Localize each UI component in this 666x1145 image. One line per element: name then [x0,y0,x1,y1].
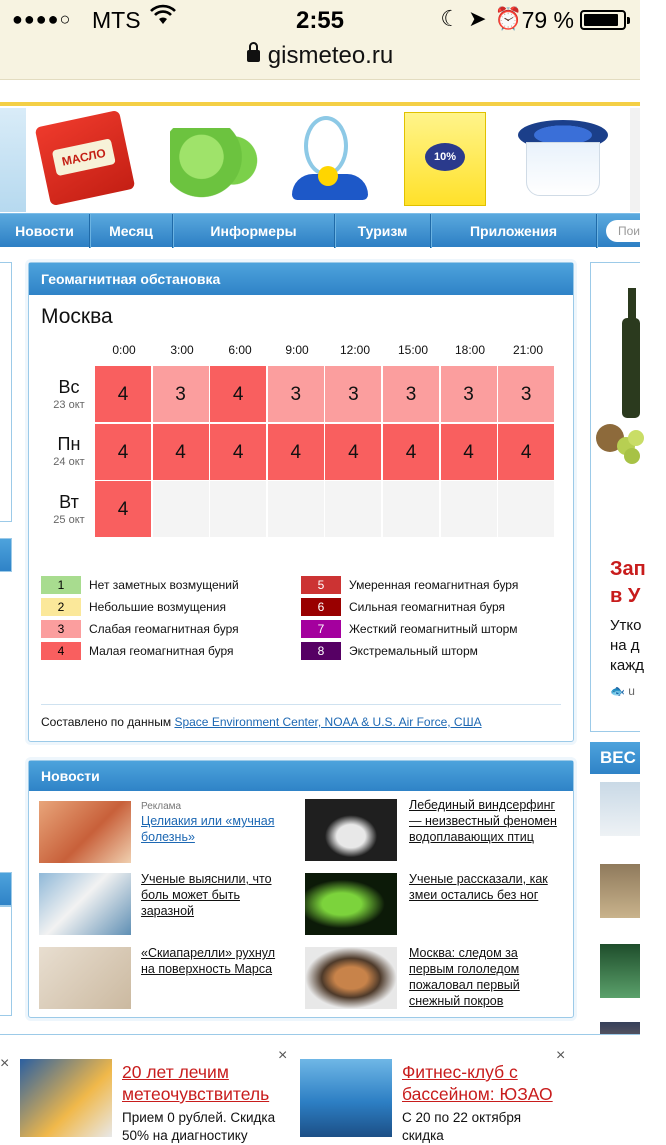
hour-label: 9:00 [285,343,309,357]
right-ad-source[interactable]: 🐟 u [610,684,635,698]
kp-index-cell: 4 [210,424,267,481]
hour-label: 3:00 [170,343,194,357]
kp-index-cell: 3 [325,366,382,423]
battery-percent: 79 % [521,7,574,33]
butter-product-image[interactable]: МАСЛО [35,110,136,206]
nav-item-informers[interactable]: Информеры [173,214,335,248]
kp-index-cell: 4 [268,424,325,481]
battery-icon [580,10,626,30]
news-link[interactable]: Лебединый виндсерфинг — неизвестный феномен водоплавающих птиц [409,798,557,844]
kp-index-cell [498,481,555,538]
day-label: Пн 24 окт [53,434,85,468]
legend-label: Умеренная геомагнитная буря [349,578,519,592]
vesti-header[interactable]: ВЕС [590,742,640,774]
nav-item-tourism[interactable]: Туризм [335,214,431,248]
kp-index-cell: 4 [95,424,152,481]
news-link[interactable]: Москва: следом за первым гололедом пожаловал первый снежный покров [409,946,520,1008]
news-thumbnail[interactable] [39,873,131,935]
kp-index-cell: 4 [95,366,152,423]
fish-icon: 🐟 [610,684,625,698]
bead-maze-toy-image[interactable] [290,116,370,202]
product-banner[interactable] [0,108,640,212]
legend-label: Сильная геомагнитная буря [349,600,505,614]
nav-item-month[interactable]: Месяц [90,214,173,248]
bottom-ad-strip [0,1034,640,1143]
banner-separator [0,80,640,108]
close-icon[interactable]: × [556,1047,566,1064]
kp-index-cell: 4 [383,424,440,481]
moon-icon: ☾ [440,6,469,31]
kp-index-cell: 4 [210,366,267,423]
news-thumbnail[interactable] [305,947,397,1009]
news-link[interactable]: Целиакия или «мучная болезнь» [141,814,275,844]
right-ad-text: Утко на д кажд [610,617,645,674]
clock: 2:55 [295,7,345,34]
kp-index-cell: 3 [441,366,498,423]
kp-index-cell: 3 [268,366,325,423]
hour-label: 18:00 [454,343,486,357]
left-panel-fragment [0,906,12,1016]
legend-swatch: 5 [301,576,341,594]
hour-label: 6:00 [228,343,252,357]
ad-title[interactable]: Фитнес-клуб с бассейном: ЮЗАО [402,1062,553,1104]
kp-index-cell [383,481,440,538]
news-link[interactable]: «Скиапарелли» рухнул на поверхность Марса [141,946,276,976]
kp-index-cell: 3 [153,366,210,423]
browser-address-bar[interactable] [0,40,640,80]
alarm-icon: ⏰ [494,6,530,31]
kp-index-cell: 4 [325,424,382,481]
search-input[interactable]: Пои [606,220,666,242]
kp-index-cell: 4 [95,481,152,538]
ad-thumbnail[interactable] [20,1059,112,1137]
hour-label: 0:00 [112,343,136,357]
ad-title[interactable]: 20 лет лечим метеочувствитель [122,1062,270,1104]
ad-text: Прием 0 рублей. Скидка 50% на диагностику [122,1110,276,1143]
left-panel-fragment [0,262,12,522]
news-thumbnail[interactable] [600,944,640,998]
ad-thumbnail[interactable] [300,1059,392,1137]
legend-label: Малая геомагнитная буря [89,644,234,658]
cream-pack-image[interactable]: 10% [404,112,486,206]
legend-swatch: 1 [41,576,81,594]
news-thumbnail[interactable] [305,799,397,861]
news-thumbnail[interactable] [39,947,131,1009]
news-thumbnail[interactable] [305,873,397,935]
nav-item-apps[interactable]: Приложения [431,214,597,248]
wine-ad-image[interactable] [596,278,640,478]
kp-index-cell: 3 [498,366,555,423]
kp-index-cell: 4 [153,424,210,481]
left-panel-header-fragment [0,872,12,906]
legend-label: Небольшие возмущения [89,600,226,614]
nav-item-news[interactable]: Новости [0,214,90,248]
day-label: Вт 25 окт [53,492,85,526]
geomagnetic-panel [28,262,574,742]
news-link[interactable]: Ученые рассказали, как змеи остались без ног [409,872,548,902]
location-arrow-icon: ➤ [468,6,495,31]
main-nav [0,213,640,247]
hour-label: 21:00 [512,343,544,357]
close-icon[interactable]: × [278,1047,288,1064]
divider [41,704,561,705]
legend-swatch: 8 [301,642,341,660]
kp-index-cell [325,481,382,538]
city-name: Москва [41,305,113,328]
kp-index-cell [268,481,325,538]
kp-index-cell: 4 [498,424,555,481]
close-icon[interactable]: × [0,1055,10,1072]
legend-label: Экстремальный шторм [349,644,478,658]
kp-index-cell: 4 [441,424,498,481]
news-link[interactable]: Ученые выяснили, что боль может быть заразной [141,872,272,918]
legend-swatch: 6 [301,598,341,616]
yogurt-cup-image[interactable] [518,120,608,200]
day-label: Вс 23 окт [53,377,85,411]
kp-index-cell [441,481,498,538]
banner-edge-right [630,108,640,212]
news-panel [28,760,574,1018]
kp-index-cell: 3 [383,366,440,423]
legend-swatch: 2 [41,598,81,616]
news-thumbnail[interactable] [39,801,131,863]
news-panel-title[interactable]: Новости [29,761,573,791]
caterpillar-toy-image[interactable] [170,128,260,200]
legend-swatch: 3 [41,620,81,638]
left-panel-header-fragment [0,538,12,572]
promo-tag: Реклама [141,801,182,812]
lock-icon [247,50,260,62]
legend-label: Нет заметных возмущений [89,578,239,592]
news-thumbnail[interactable] [600,864,640,918]
legend-label: Жесткий геомагнитный шторм [349,622,518,636]
legend-label: Слабая геомагнитная буря [89,622,239,636]
geomagnetic-panel-title: Геомагнитная обстановка [29,263,573,295]
carrier-name: MTS [92,7,141,33]
kp-index-cell [153,481,210,538]
ad-text: С 20 по 22 октября скидка [402,1110,522,1143]
data-source: Составлено по данным Space Environment Center, NOAA & U.S. Air Force, США [41,715,482,729]
url-text: gismeteo.ru [267,42,394,69]
right-ad-title[interactable]: Зап в У [610,558,646,607]
status-bar [0,0,640,40]
legend-swatch: 4 [41,642,81,660]
kp-index-cell [210,481,267,538]
banner-edge-left [0,108,26,212]
legend-swatch: 7 [301,620,341,638]
hour-label: 15:00 [397,343,429,357]
hour-label: 12:00 [339,343,371,357]
news-thumbnail[interactable] [600,782,640,836]
signal-strength-icon: ●●●●○ [12,9,72,29]
source-link[interactable]: Space Environment Center, NOAA & U.S. Air Force, США [174,715,482,729]
